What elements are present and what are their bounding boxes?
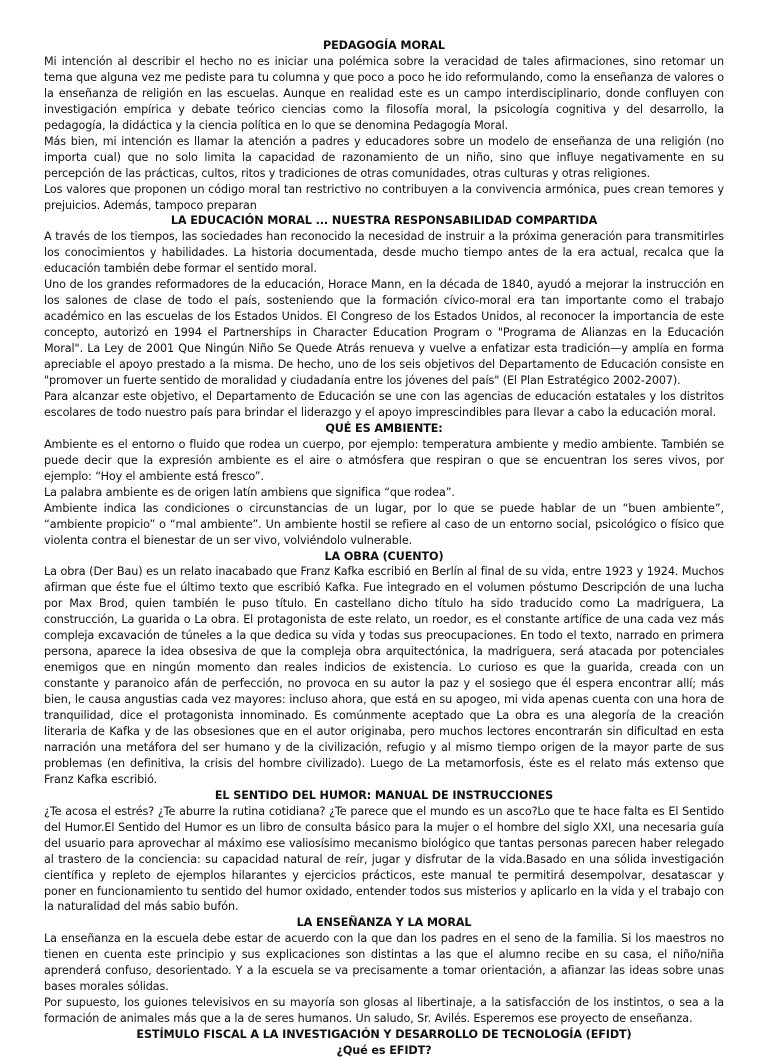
- paragraph: Ambiente es el entorno o fluido que rodea un cuerpo, por ejemplo: temperatura ambiente y medio ambiente. También se puede decir que la expresión ambiente es el aire o atmósfera que respiran o que se encuentran los seres vivos, por ejemplo: “Hoy el ambiente está fresco”.: [44, 437, 724, 483]
- paragraph: ¿Te acosa el estrés? ¿Te aburre la rutina cotidiana? ¿Te parece que el mundo es un asco?Lo que te hace falta es El Sentido del Humor.El Sentido del Humor es un libro de consulta básico para la mujer o el hombre del siglo XXI, una necesaria guía del usuario para aprovechar al máximo ese valiosísimo mecanismo biológico que tantas personas parecen haber relegado al trastero de la conciencia: su capacidad natural de reír, jugar y disfrutar de la vida.Basado en una sólida investigación científica y repleto de ejemplos hilarantes y ejercicios prácticos, este manual te permitirá desempolvar, desatascar y poner en funcionamiento tu sentido del humor oxidado, entender todos sus misterios y aplicarlo en la vida y el trabajo con la naturalidad del más sabio bufón.: [44, 804, 724, 914]
- paragraph: Para alcanzar este objetivo, el Departamento de Educación se une con las agencias de educación estatales y los distritos escolares de todo nuestro país para brindar el liderazgo y el apoyo imprescindibles para llevar a cabo la educación moral.: [44, 389, 724, 419]
- paragraph: Por supuesto, los guiones televisivos en su mayoría son glosas al libertinaje, a la satisfacción de los instintos, o sea a la formación de animales más que a la de seres humanos. Un saludo, Sr. Avilés. Esperemos ese proyecto de enseñanza.: [44, 996, 724, 1026]
- section-title-que-es-ambiente: QUÉ ES AMBIENTE:: [325, 421, 443, 435]
- paragraph: A través de los tiempos, las sociedades han reconocido la necesidad de instruir a la próxima generación para transmitirles los conocimientos y habilidades. La historia documentada, desde mucho tiempo antes de la era actual, recalca que la educación también debe formar el sentido moral.: [44, 230, 724, 276]
- paragraph: Ambiente indica las condiciones o circunstancias de un lugar, por lo que se puede hablar de un “buen ambiente”, “ambiente propicio” o “mal ambiente”. Un ambiente hostil se refiere al caso de un entorno social, psicológico o físico que violenta contra el bienestar de un ser vivo, volviéndolo vulnerable.: [44, 501, 724, 547]
- section-subtitle-que-es-efidt: ¿Qué es EFIDT?: [336, 1044, 432, 1058]
- paragraph: Mi intención al describir el hecho no es iniciar una polémica sobre la veracidad de tales afirmaciones, sino retomar un tema que alguna vez me pediste para tu columna y que poco a poco he ido reformulando, como la enseñanza de valores o la enseñanza de religión en las escuelas. Aunque en realidad este es un campo interdisciplinario, donde confluyen con investigación empírica y debate teórico ciencias como la filosofía moral, la psicología cognitiva y del desarrollo, la pedagogía, la didáctica y la ciencia política en lo que se denomina Pedagogía Moral.: [44, 54, 724, 132]
- paragraph: Más bien, mi intención es llamar la atención a padres y educadores sobre un modelo de enseñanza de una religión (no importa cual) que no solo limita la capacidad de razonamiento de un niño, sino que influye negativamente en su percepción de las prácticas, cultos, ritos y tradiciones de otras comunidades, otras culturas y otras religiones.: [44, 134, 724, 180]
- paragraph: Uno de los grandes reformadores de la educación, Horace Mann, en la década de 1840, ayudó a mejorar la instrucción en los salones de clase de todo el país, sosteniendo que la formación cívico-moral era tan importante como el trabajo académico en las escuelas de los Estados Unidos. El Congreso de los Estados Unidos, al reconocer la importancia de este concepto, autorizó en 1994 el Partnerships in Character Education Program o "Programa de Alianzas en la Educación Moral". La Ley de 2001 Que Ningún Niño Se Quede Atrás renueva y vuelve a enfatizar esta tradición—y amplía en forma apreciable el apoyo prestado a la misma. De hecho, uno de los seis objetivos del Departamento de Educación consiste en "promover un fuerte sentido de moralidad y ciudadanía entre los jóvenes del país" (El Plan Estratégico 2002-2007).: [44, 278, 724, 388]
- paragraph: Los valores que proponen un código moral tan restrictivo no contribuyen a la convivencia armónica, pues crean temores y prejuicios. Además, tampoco preparan: [44, 182, 724, 212]
- section-title-sentido-del-humor: EL SENTIDO DEL HUMOR: MANUAL DE INSTRUCCIONES: [214, 788, 554, 802]
- paragraph: La enseñanza en la escuela debe estar de acuerdo con la que dan los padres en el seno de la familia. Si los maestros no tienen en cuenta este principio y sus explicaciones son distintas a las que el alumno recibe en su casa, el niño/niña aprenderá confuso, desorientado. Y a la escuela se va precisamente a tomar orientación, a afianzar las ideas sobre unas bases morales sólidas.: [44, 932, 724, 994]
- section-title-pedagogia-moral: PEDAGOGÍA MORAL: [323, 39, 445, 52]
- document-body: [44, 38, 724, 1059]
- paragraph: La obra (Der Bau) es un relato inacabado que Franz Kafka escribió en Berlín al final de su vida, entre 1923 y 1924. Muchos afirman que éste fue el último texto que escribió Kafka. Fue integrado en el volumen póstumo Descripción de una lucha por Max Brod, quien también le puso título. En castellano dicho título ha sido traducido como La madriguera, La construcción, La guarida o La obra. El protagonista de este relato, un roedor, es el constante artífice de una cada vez más compleja excavación de túneles a la que dedica su vida y todas sus preocupaciones. En todo el texto, narrado en primera persona, aparece la idea obsesiva de que la compleja obra arquitectónica, la madriguera, será atacada por potenciales enemigos que en ningún momento dan reales indicios de existencia. Lo curioso es que la guarida, creada con un constante y paranoico afán de perfección, no provoca en su autor la paz y el sosiego que él espera encontrar allí; más bien, le causa angustias cada vez mayores: incluso ahora, que está en su apogeo, mi vida apenas cuenta con una hora de tranquilidad, dice el protagonista innominado. Es comúnmente aceptado que La obra es una alegoría de la creación literaria de Kafka y de las obsesiones que en el autor originaba, pero muchos lectores encontrarán sin dificultad en esta narración una metáfora del ser humano y de la civilización, refugio y al mismo tiempo origen de la mayor parte de sus problemas (en definitiva, la crisis del hombre civilizado). Luego de La metamorfosis, éste es el relato más extenso que Franz Kafka escribió.: [44, 565, 724, 786]
- paragraph: La palabra ambiente es de origen latín ambiens que significa “que rodea”.: [44, 485, 455, 499]
- section-title-educacion-moral: LA EDUCACIÓN MORAL ... NUESTRA RESPONSABILIDAD COMPARTIDA: [170, 214, 598, 228]
- section-title-ensenanza-y-moral: LA ENSEÑANZA Y LA MORAL: [296, 916, 472, 930]
- section-title-la-obra: LA OBRA (CUENTO): [324, 549, 444, 563]
- section-title-efidt: ESTÍMULO FISCAL A LA INVESTIGACIÓN Y DESARROLLO DE TECNOLOGÍA (EFIDT): [136, 1028, 632, 1042]
